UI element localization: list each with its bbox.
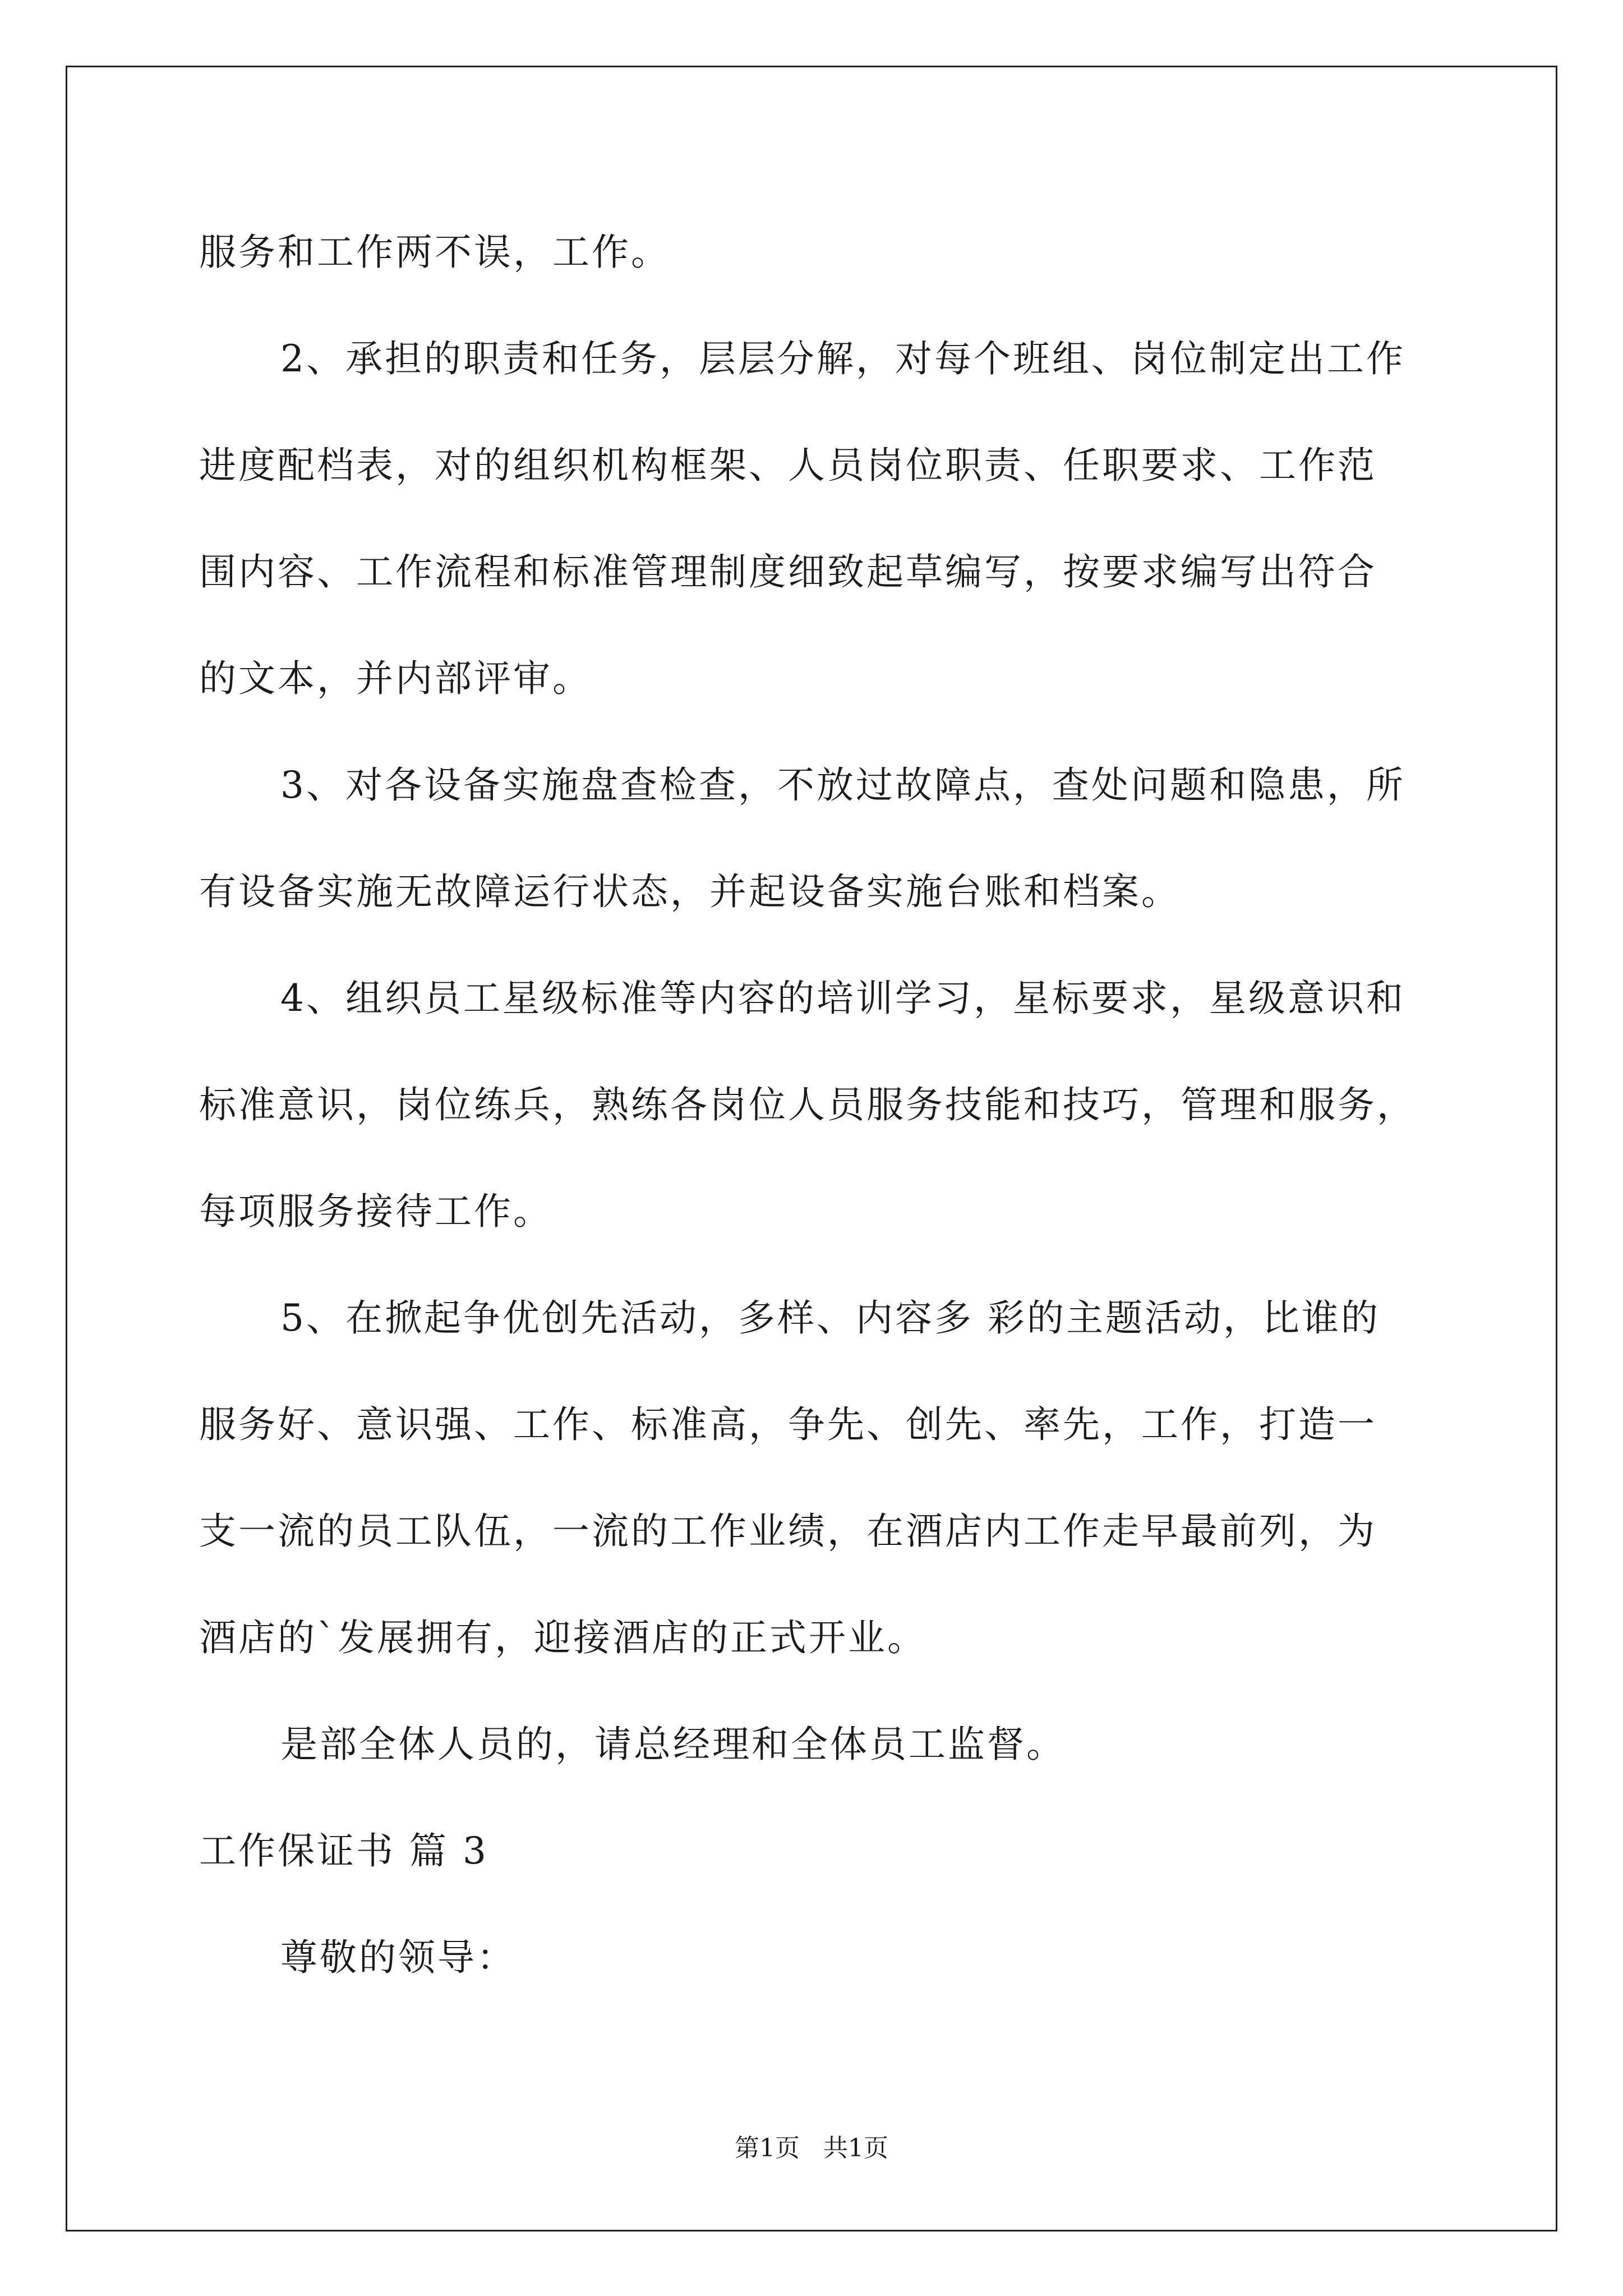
text-line: 酒店的`发展拥有，迎接酒店的正式开业。 (199, 1616, 926, 1659)
salutation: 尊敬的领导： (280, 1936, 516, 1979)
text-line: 是部全体人员的，请总经理和全体员工监督。 (280, 1723, 1066, 1766)
page-border (66, 66, 1557, 2231)
text-line: 4、组织员工星级标准等内容的培训学习，星标要求，星级意识和 (280, 977, 1405, 1020)
page-footer: 第1页 共1页 (735, 2134, 888, 2162)
text-line: 服务和工作两不误，工作。 (199, 231, 670, 274)
section-heading: 工作保证书 篇 3 (199, 1829, 488, 1872)
text-line: 的文本，并内部评审。 (199, 657, 592, 700)
text-line: 5、在掀起争优创先活动，多样、内容多 彩的主题活动，比谁的 (280, 1296, 1380, 1340)
text-line: 每项服务接待工作。 (199, 1190, 552, 1233)
text-line: 2、承担的职责和任务，层层分解，对每个班组、岗位制定出工作 (280, 337, 1405, 380)
text-line: 支一流的员工队伍，一流的工作业绩，在酒店内工作走早最前列，为 (199, 1510, 1377, 1553)
text-line: 标准意识，岗位练兵，熟练各岗位人员服务技能和技巧，管理和服务， (199, 1083, 1416, 1126)
text-line: 服务好、意识强、工作、标准高，争先、创先、率先，工作，打造一 (199, 1403, 1377, 1446)
text-line: 进度配档表，对的组织机构框架、人员岗位职责、任职要求、工作范 (199, 444, 1377, 487)
text-line: 3、对各设备实施盘查检查，不放过故障点，查处问题和隐患，所 (280, 763, 1405, 807)
text-line: 有设备实施无故障运行状态，并起设备实施台账和档案。 (199, 870, 1181, 913)
text-line: 围内容、工作流程和标准管理制度细致起草编写，按要求编写出符合 (199, 550, 1377, 593)
